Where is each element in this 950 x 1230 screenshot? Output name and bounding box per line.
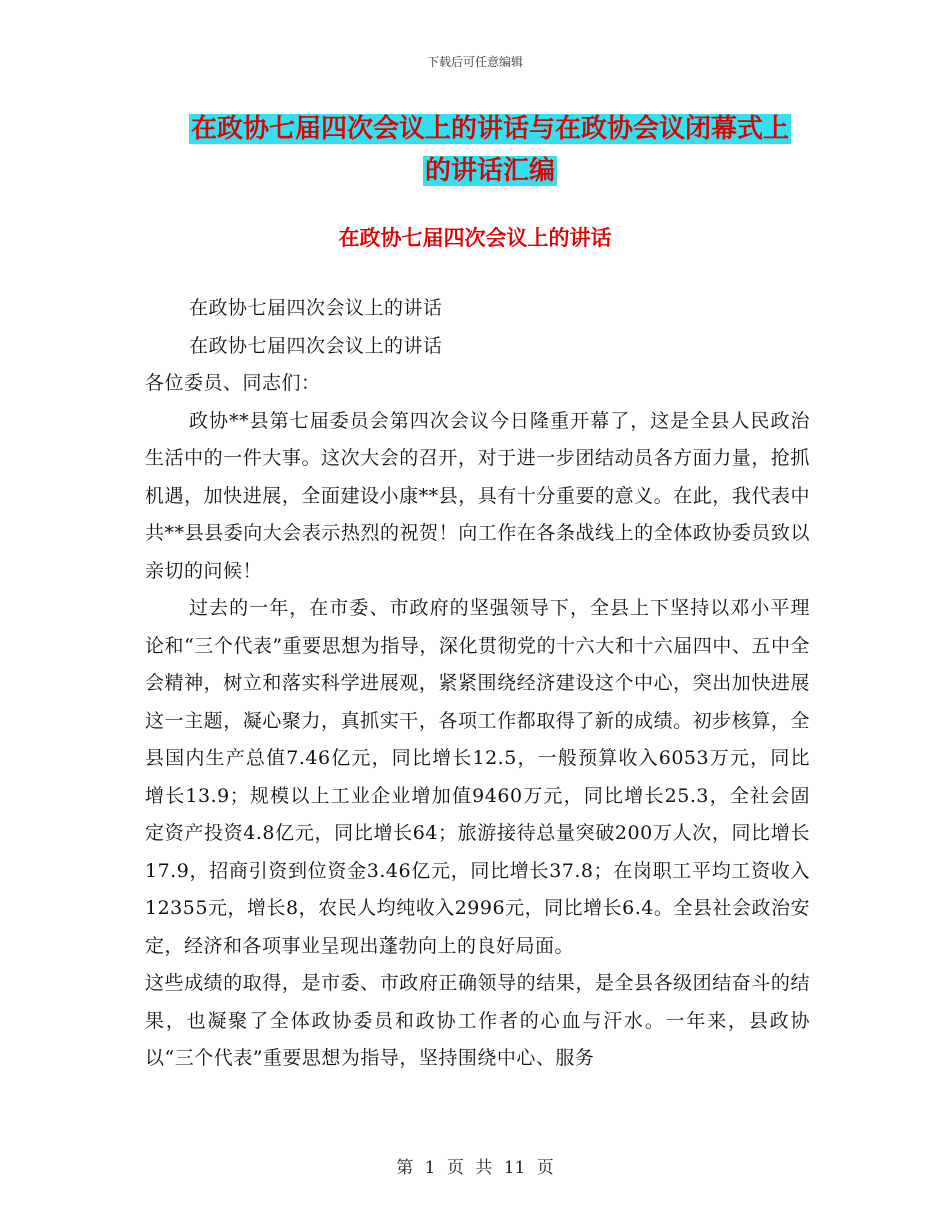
paragraph-3: 这些成绩的取得，是市委、市政府正确领导的结果，是全县各级团结奋斗的结果，也凝聚了全体政协委员和政协工作者的心血与汗水。一年来，县政协以“三个代表”重要思想为指导，坚持围绕中心、服务 (145, 972, 810, 1069)
document-body (145, 290, 810, 1078)
section-title: 在政协七届四次会议上的讲话 (338, 226, 612, 250)
document-title-line2: 的讲话汇编 (424, 156, 555, 186)
page-footer: 第 1 页 共 11 页 (396, 1158, 554, 1178)
document-title (140, 108, 840, 192)
subheading-1: 在政协七届四次会议上的讲话 (189, 297, 443, 319)
salutation: 各位委员、同志们： (145, 372, 321, 394)
document-title-line1: 在政协七届四次会议上的讲话与在政协会议闭幕式上 (190, 114, 789, 144)
paragraph-2: 过去的一年，在市委、市政府的坚强领导下，全县上下坚持以邓小平理论和“三个代表”重要思想为指导，深化贯彻党的十六大和十六届四中、五中全会精神，树立和落实科学进展观，紧紧围绕经济建设这个中心，突出加快进展这一主题，凝心聚力，真抓实干，各项工作都取得了新的成绩。初步核算，全县国内生产总值7.46亿元，同比增长12.5，一般预算收入6053万元，同比增长13.9；规模以上工业企业增加值9460万元，同比增长25.3，全社会固定资产投资4.8亿元，同比增长64；旅游接待总量突破200万人次，同比增长17.9，招商引资到位资金3.46亿元，同比增长37.8；在岗职工平均工资收入12355元，增长8，农民人均纯收入2996元，同比增长6.4。全县社会政治安定，经济和各项事业呈现出蓬勃向上的良好局面。 (145, 597, 810, 957)
subheading-2: 在政协七届四次会议上的讲话 (189, 334, 443, 357)
header-note: 下载后可任意编辑 (426, 55, 523, 69)
paragraph-1: 政协**县第七届委员会第四次会议今日隆重开幕了，这是全县人民政治生活中的一件大事。这次大会的召开，对于进一步团结动员各方面力量，抢抓机遇，加快进展，全面建设小康**县，具有十分重要的意义。在此，我代表中共**县县委向大会表示热烈的祝贺！向工作在各条战线上的全体政协委员致以亲切的问候！ (145, 409, 810, 582)
